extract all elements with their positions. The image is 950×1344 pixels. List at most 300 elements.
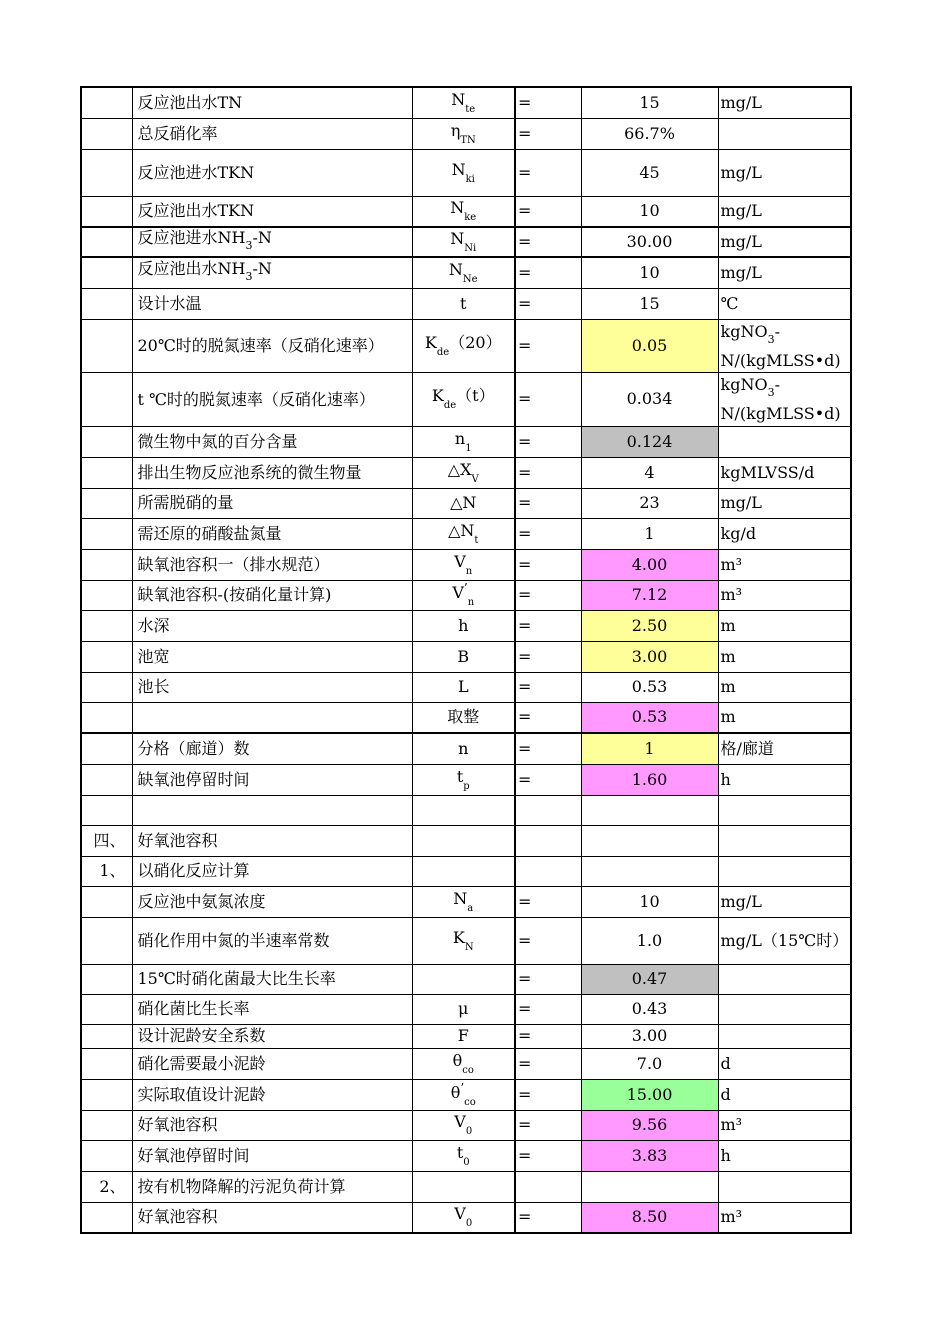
symbol-cell[interactable]: [412, 196, 515, 227]
symbol-cell[interactable]: [412, 488, 515, 518]
equals-cell[interactable]: [515, 227, 581, 257]
unit-text: ℃: [720, 293, 739, 313]
unit-cell[interactable]: [718, 227, 851, 257]
unit-cell[interactable]: [718, 733, 851, 764]
unit-text: h: [720, 1145, 731, 1165]
symbol-subscript: Ne: [462, 273, 478, 285]
value-cell[interactable]: [581, 1140, 718, 1171]
symbol-cell[interactable]: [412, 795, 515, 825]
symbol-cell[interactable]: [412, 457, 515, 488]
label-cell[interactable]: [132, 1079, 412, 1110]
sheet-row: [81, 1110, 851, 1140]
label-cell[interactable]: [132, 795, 412, 825]
unit-cell[interactable]: [718, 288, 851, 319]
label-cell[interactable]: [132, 610, 412, 641]
index-cell[interactable]: [81, 227, 132, 257]
symbol-subscript: n: [467, 597, 475, 608]
equals-cell[interactable]: [515, 1202, 581, 1233]
unit-cell[interactable]: [718, 1024, 851, 1048]
symbol: [456, 766, 470, 792]
index-cell[interactable]: [81, 1110, 132, 1140]
label-cell[interactable]: [132, 257, 412, 288]
equals-cell[interactable]: [515, 964, 581, 994]
index-cell[interactable]: [81, 994, 132, 1024]
label-cell[interactable]: [132, 886, 412, 917]
symbol-subscript: ke: [464, 212, 477, 224]
index-cell[interactable]: [81, 1024, 132, 1048]
equals-cell[interactable]: [515, 795, 581, 825]
equals-cell[interactable]: [515, 672, 581, 702]
unit-cell[interactable]: [718, 964, 851, 994]
index-cell[interactable]: [81, 149, 132, 196]
unit-cell[interactable]: [718, 610, 851, 641]
label-cell[interactable]: [132, 426, 412, 457]
index-cell[interactable]: [81, 1202, 132, 1233]
symbol-cell[interactable]: [412, 426, 515, 457]
value-text: 30.00: [626, 232, 673, 251]
index-cell[interactable]: [81, 702, 132, 733]
index-cell[interactable]: [81, 1171, 132, 1202]
symbol: [450, 231, 476, 254]
unit-cell[interactable]: [718, 994, 851, 1024]
equals-sign: =: [518, 677, 532, 696]
value-cell[interactable]: [581, 964, 718, 994]
symbol-subscript: 0: [463, 1156, 470, 1168]
value-text: 10: [639, 891, 660, 911]
value-cell[interactable]: [581, 149, 718, 196]
symbol-cell[interactable]: [412, 288, 515, 319]
unit-cell[interactable]: [718, 641, 851, 672]
equals-sign: =: [518, 1145, 532, 1165]
unit-cell[interactable]: [718, 372, 851, 426]
equals-cell[interactable]: [515, 426, 581, 457]
index-cell[interactable]: [81, 964, 132, 994]
label-cell[interactable]: [132, 1202, 412, 1233]
symbol-cell[interactable]: [412, 87, 515, 118]
symbol: [460, 293, 467, 313]
label-cell[interactable]: [132, 1048, 412, 1079]
index-cell[interactable]: [81, 580, 132, 610]
symbol: [432, 388, 495, 411]
symbol-cell[interactable]: [412, 580, 515, 610]
equals-cell[interactable]: [515, 825, 581, 856]
equals-cell[interactable]: [515, 257, 581, 288]
equals-sign: =: [518, 335, 532, 355]
index-cell[interactable]: [81, 288, 132, 319]
unit-cell[interactable]: [718, 825, 851, 856]
index-cell[interactable]: [81, 1048, 132, 1079]
label-cell[interactable]: [132, 87, 412, 118]
symbol-cell[interactable]: [412, 1024, 515, 1048]
label-cell[interactable]: [132, 764, 412, 795]
value-cell[interactable]: [581, 457, 718, 488]
label-cell[interactable]: [132, 1110, 412, 1140]
symbol: [452, 582, 474, 608]
symbol-cell[interactable]: [412, 118, 515, 149]
label-cell[interactable]: [132, 319, 412, 372]
equals-sign: =: [518, 969, 532, 988]
sheet-row: [81, 610, 851, 641]
symbol-cell[interactable]: [412, 149, 515, 196]
equals-cell[interactable]: [515, 149, 581, 196]
symbol-cell[interactable]: [412, 672, 515, 702]
symbol-cell[interactable]: [412, 227, 515, 257]
symbol-cell[interactable]: [412, 610, 515, 641]
unit-cell[interactable]: [718, 457, 851, 488]
label-cell[interactable]: [132, 488, 412, 518]
equals-cell[interactable]: [515, 1048, 581, 1079]
index-cell[interactable]: [81, 87, 132, 118]
sheet-row: [81, 118, 851, 149]
symbol-cell[interactable]: [412, 994, 515, 1024]
symbol-cell[interactable]: [412, 917, 515, 964]
index-cell[interactable]: [81, 257, 132, 288]
equals-cell[interactable]: [515, 856, 581, 886]
label-cell[interactable]: [132, 641, 412, 672]
unit-text: [721, 375, 841, 423]
equals-sign: =: [518, 585, 532, 604]
label-cell[interactable]: [132, 994, 412, 1024]
value-cell[interactable]: [581, 702, 718, 733]
equals-cell[interactable]: [515, 1079, 581, 1110]
value-text: 0.43: [631, 999, 668, 1018]
sheet-row: [81, 917, 851, 964]
equals-cell[interactable]: [515, 518, 581, 549]
equals-cell[interactable]: [515, 319, 581, 372]
label-cell[interactable]: [132, 1171, 412, 1202]
label-text: 设计水温: [137, 293, 202, 313]
label-cell[interactable]: [132, 964, 412, 994]
label-cell[interactable]: [132, 288, 412, 319]
unit-cell[interactable]: [718, 1202, 851, 1233]
unit-cell[interactable]: [718, 886, 851, 917]
symbol-cell[interactable]: [412, 856, 515, 886]
label-cell[interactable]: [132, 549, 412, 580]
equals-sign: =: [518, 1026, 532, 1045]
value-cell[interactable]: [581, 1048, 718, 1079]
unit-cell[interactable]: [718, 856, 851, 886]
value-cell[interactable]: [581, 856, 718, 886]
label-text: 池宽: [137, 646, 170, 666]
equals-sign: =: [518, 930, 532, 950]
index-cell[interactable]: [81, 856, 132, 886]
label-cell[interactable]: [132, 149, 412, 196]
unit-text: h: [720, 769, 731, 789]
label-cell[interactable]: [132, 118, 412, 149]
value-cell[interactable]: [581, 118, 718, 149]
unit-cell[interactable]: [718, 426, 851, 457]
value-cell[interactable]: [581, 994, 718, 1024]
symbol: [457, 646, 470, 666]
index-cell[interactable]: [81, 610, 132, 641]
unit-cell[interactable]: [718, 1110, 851, 1140]
index-cell[interactable]: [81, 825, 132, 856]
index-cell[interactable]: [81, 549, 132, 580]
value-cell[interactable]: [581, 426, 718, 457]
index-cell[interactable]: [81, 426, 132, 457]
label-cell[interactable]: [132, 372, 412, 426]
equals-cell[interactable]: [515, 764, 581, 795]
value-cell[interactable]: [581, 87, 718, 118]
unit-cell[interactable]: [718, 795, 851, 825]
index-cell[interactable]: [81, 641, 132, 672]
equals-cell[interactable]: [515, 702, 581, 733]
index-cell[interactable]: [81, 764, 132, 795]
unit-text: m³: [720, 554, 743, 574]
sheet-row: [81, 87, 851, 118]
symbol-cell[interactable]: [412, 964, 515, 994]
label-cell[interactable]: [132, 457, 412, 488]
sheet-row: [81, 149, 851, 196]
symbol-base: t: [456, 766, 464, 786]
value-cell[interactable]: [581, 1171, 718, 1202]
sheet-row: [81, 1171, 851, 1202]
unit-cell[interactable]: [718, 518, 851, 549]
value-cell[interactable]: [581, 641, 718, 672]
unit-suffix: -N/(kgMLSS•d): [720, 321, 841, 370]
unit-text: 格/廊道: [720, 738, 774, 758]
label-cell[interactable]: [132, 196, 412, 227]
unit-subscript: 3: [767, 332, 775, 346]
index-cell[interactable]: [81, 196, 132, 227]
symbol-base: V: [454, 1204, 466, 1224]
unit-cell[interactable]: [718, 149, 851, 196]
equals-cell[interactable]: [515, 886, 581, 917]
symbol-cell[interactable]: [412, 257, 515, 288]
symbol: [458, 1001, 468, 1017]
value-cell[interactable]: [581, 227, 718, 257]
index-cell[interactable]: [81, 518, 132, 549]
value-text: 4: [644, 462, 655, 482]
value-cell[interactable]: [581, 288, 718, 319]
unit-cell[interactable]: [718, 1079, 851, 1110]
label-text: 硝化菌比生长率: [137, 999, 250, 1018]
symbol-cell[interactable]: [412, 764, 515, 795]
equals-sign: =: [518, 1053, 532, 1073]
label-cell[interactable]: [132, 580, 412, 610]
symbol: [448, 259, 478, 285]
symbol-cell[interactable]: [412, 1202, 515, 1233]
value-cell[interactable]: [581, 1110, 718, 1140]
unit-text: m³: [720, 585, 743, 604]
unit-cell[interactable]: [718, 580, 851, 610]
equals-cell[interactable]: [515, 488, 581, 518]
value-cell[interactable]: [581, 825, 718, 856]
equals-cell[interactable]: [515, 1110, 581, 1140]
index-cell[interactable]: [81, 1140, 132, 1171]
equals-cell[interactable]: [515, 641, 581, 672]
equals-sign: =: [518, 891, 532, 911]
value-cell[interactable]: [581, 488, 718, 518]
index-cell[interactable]: [81, 886, 132, 917]
value-text: 10: [639, 201, 660, 221]
symbol-base: K: [452, 927, 465, 947]
unit-text: m³: [720, 1115, 743, 1134]
value-cell[interactable]: [581, 672, 718, 702]
equals-cell[interactable]: [515, 733, 581, 764]
index-cell[interactable]: [81, 733, 132, 764]
sheet-row: [81, 372, 851, 426]
index-cell[interactable]: [81, 795, 132, 825]
label-text: 20℃时的脱氮速率（反硝化速率）: [137, 336, 384, 355]
equals-cell[interactable]: [515, 1140, 581, 1171]
symbol: [458, 738, 469, 758]
sheet-row: [81, 702, 851, 733]
symbol-cell[interactable]: [412, 1171, 515, 1202]
value-cell[interactable]: [581, 1079, 718, 1110]
section-index: 2、: [99, 1176, 126, 1196]
index-cell[interactable]: [81, 672, 132, 702]
symbol-cell[interactable]: [412, 1140, 515, 1171]
label-cell[interactable]: [132, 1140, 412, 1171]
label-text: 反应池进水NH: [137, 228, 246, 247]
symbol-cell[interactable]: [412, 518, 515, 549]
label-cell[interactable]: [132, 702, 412, 733]
index-cell[interactable]: [81, 917, 132, 964]
equals-cell[interactable]: [515, 118, 581, 149]
symbol-base: N: [450, 198, 465, 218]
unit-cell[interactable]: [718, 1171, 851, 1202]
unit-cell[interactable]: [718, 118, 851, 149]
equals-sign: =: [518, 999, 532, 1018]
symbol-cell[interactable]: [412, 319, 515, 372]
value-cell[interactable]: [581, 917, 718, 964]
sheet-row: [81, 825, 851, 856]
index-cell[interactable]: [81, 372, 132, 426]
symbol-cell[interactable]: [412, 733, 515, 764]
equals-sign: =: [518, 615, 532, 635]
symbol-base: μ: [458, 999, 469, 1018]
symbol-cell[interactable]: [412, 372, 515, 426]
value-cell[interactable]: [581, 886, 718, 917]
equals-cell[interactable]: [515, 610, 581, 641]
symbol: [424, 332, 502, 358]
symbol-base: t: [456, 1142, 464, 1162]
index-cell[interactable]: [81, 319, 132, 372]
sheet-row: [81, 886, 851, 917]
unit-cell[interactable]: [718, 257, 851, 288]
equals-sign: =: [518, 431, 532, 451]
label-text: 所需脱硝的量: [137, 493, 234, 512]
symbol-cell[interactable]: [412, 641, 515, 672]
equals-cell[interactable]: [515, 196, 581, 227]
value-cell[interactable]: [581, 518, 718, 549]
label-cell[interactable]: [132, 672, 412, 702]
section-index: 四、: [93, 830, 126, 850]
unit-cell[interactable]: [718, 1048, 851, 1079]
value-cell[interactable]: [581, 257, 718, 288]
value-cell[interactable]: [581, 1202, 718, 1233]
index-cell[interactable]: [81, 1079, 132, 1110]
unit-cell[interactable]: [718, 1140, 851, 1171]
unit-cell[interactable]: [718, 917, 851, 964]
equals-cell[interactable]: [515, 580, 581, 610]
unit-text: mg/L: [720, 891, 762, 911]
unit-text: mg/L: [720, 493, 762, 512]
label-cell[interactable]: [132, 825, 412, 856]
equals-cell[interactable]: [515, 917, 581, 964]
label-cell[interactable]: [132, 917, 412, 964]
label-cell[interactable]: [132, 733, 412, 764]
value-cell[interactable]: [581, 764, 718, 795]
label-text: 实际取值设计泥龄: [137, 1084, 266, 1104]
label-text-suffix: -N: [252, 258, 272, 278]
symbol: [450, 495, 476, 511]
label-text-suffix: -N: [252, 228, 272, 247]
sheet-row: [81, 641, 851, 672]
equals-cell[interactable]: [515, 549, 581, 580]
unit-cell[interactable]: [718, 488, 851, 518]
value-cell[interactable]: [581, 319, 718, 372]
value-text: 10: [639, 262, 660, 282]
symbol-cell[interactable]: [412, 825, 515, 856]
symbol-cell[interactable]: [412, 702, 515, 733]
symbol-cell[interactable]: [412, 1079, 515, 1110]
equals-cell[interactable]: [515, 1024, 581, 1048]
index-cell[interactable]: [81, 488, 132, 518]
equals-cell[interactable]: [515, 1171, 581, 1202]
index-cell[interactable]: [81, 118, 132, 149]
value-cell[interactable]: [581, 196, 718, 227]
unit-prefix: kgNO: [720, 321, 768, 341]
label-cell[interactable]: [132, 227, 412, 257]
symbol-base: t: [460, 293, 467, 313]
symbol: [454, 551, 473, 577]
unit-cell[interactable]: [718, 672, 851, 702]
sheet-row: [81, 227, 851, 257]
equals-sign: =: [518, 462, 532, 482]
sheet-row: [81, 426, 851, 457]
equals-cell[interactable]: [515, 994, 581, 1024]
equals-sign: =: [518, 1207, 532, 1227]
value-cell[interactable]: [581, 795, 718, 825]
label-cell[interactable]: [132, 518, 412, 549]
equals-cell[interactable]: [515, 372, 581, 426]
symbol-base: △N: [450, 493, 477, 512]
equals-cell[interactable]: [515, 87, 581, 118]
symbol: [458, 1028, 469, 1044]
symbol: [453, 888, 474, 914]
sheet-row: [81, 488, 851, 518]
sheet-row: [81, 856, 851, 886]
unit-cell[interactable]: [718, 549, 851, 580]
symbol-cell[interactable]: [412, 549, 515, 580]
symbol-cell[interactable]: [412, 1048, 515, 1079]
equals-cell[interactable]: [515, 457, 581, 488]
sheet-row: [81, 288, 851, 319]
unit-cell[interactable]: [718, 196, 851, 227]
unit-cell[interactable]: [718, 319, 851, 372]
label-cell[interactable]: [132, 856, 412, 886]
value-cell[interactable]: [581, 372, 718, 426]
value-cell[interactable]: [581, 580, 718, 610]
equals-cell[interactable]: [515, 288, 581, 319]
unit-cell[interactable]: [718, 764, 851, 795]
value-cell[interactable]: [581, 549, 718, 580]
unit-text: mg/L: [720, 262, 762, 282]
unit-cell[interactable]: [718, 87, 851, 118]
value-cell[interactable]: [581, 610, 718, 641]
unit-cell[interactable]: [718, 702, 851, 733]
value-text: 1.60: [631, 769, 668, 789]
value-cell[interactable]: [581, 1024, 718, 1048]
symbol-cell[interactable]: [412, 1110, 515, 1140]
value-cell[interactable]: [581, 733, 718, 764]
index-cell[interactable]: [81, 457, 132, 488]
label-cell[interactable]: [132, 1024, 412, 1048]
symbol: [452, 1050, 474, 1076]
symbol-cell[interactable]: [412, 886, 515, 917]
